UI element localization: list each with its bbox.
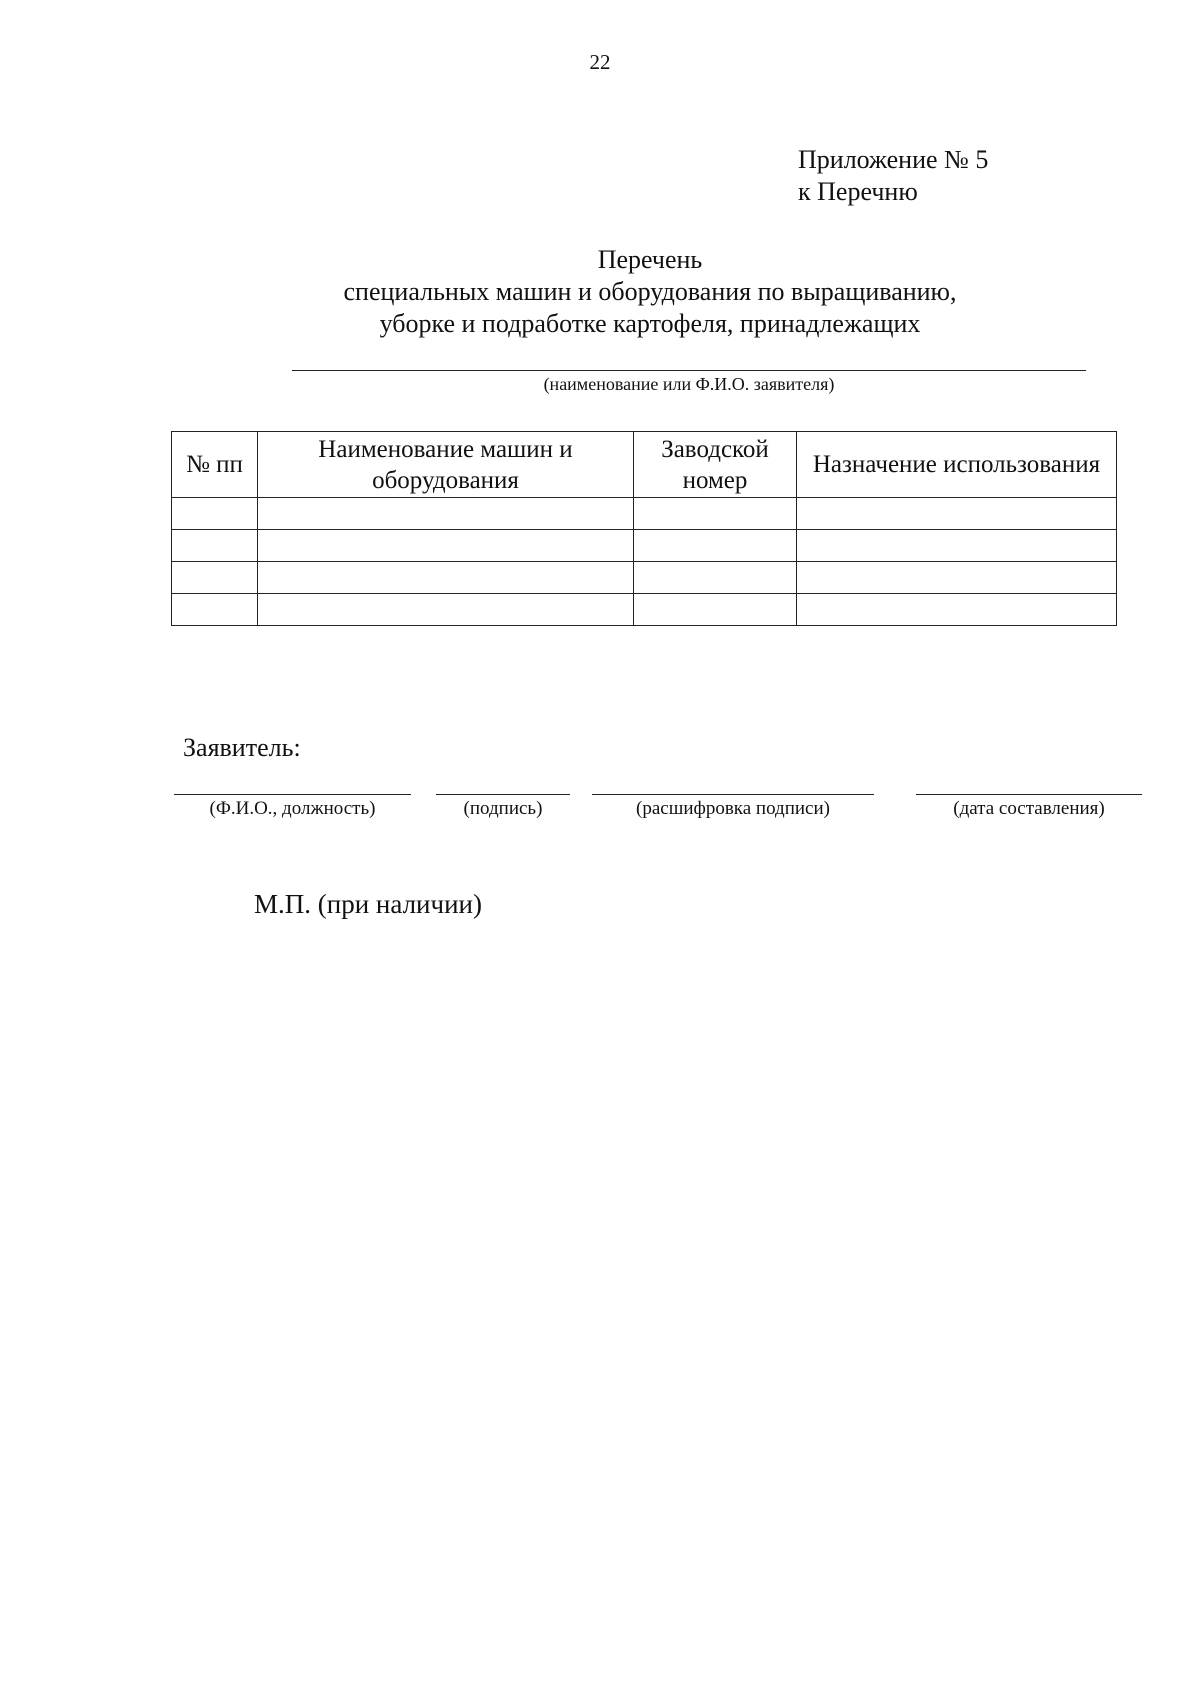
table-cell[interactable]	[258, 594, 634, 626]
signature-line-date	[916, 794, 1142, 795]
page-number: 22	[589, 50, 611, 74]
stamp-label: М.П. (при наличии)	[254, 889, 482, 919]
table-cell[interactable]	[634, 498, 797, 530]
table-cell[interactable]	[797, 530, 1117, 562]
caption-name-position: (Ф.И.О., должность)	[209, 798, 376, 819]
signature-line-name	[174, 794, 411, 795]
table-cell[interactable]	[634, 594, 797, 626]
equipment-table	[171, 431, 1117, 626]
table-row	[172, 530, 1117, 562]
table-cell[interactable]	[634, 530, 797, 562]
header-serial-number: Заводской номер	[634, 432, 797, 498]
table-cell[interactable]	[797, 498, 1117, 530]
table-cell[interactable]	[797, 594, 1117, 626]
caption-signature: (подпись)	[463, 798, 543, 819]
table-cell[interactable]	[258, 498, 634, 530]
header-purpose: Назначение использования	[797, 432, 1117, 498]
appendix-line-1: Приложение № 5	[798, 145, 989, 174]
header-number: № пп	[172, 432, 258, 498]
title-line-1: Перечень	[597, 245, 703, 274]
appendix-reference	[798, 144, 988, 208]
signature-line-transcript	[592, 794, 874, 795]
header-equipment-name: Наименование машин и оборудования	[258, 432, 634, 498]
table-row	[172, 498, 1117, 530]
applicant-name-line	[292, 370, 1086, 371]
document-title	[250, 244, 1050, 340]
table-cell[interactable]	[172, 594, 258, 626]
table-row	[172, 562, 1117, 594]
title-line-2: специальных машин и оборудования по выращиванию,	[343, 277, 957, 306]
table-cell[interactable]	[172, 562, 258, 594]
table-cell[interactable]	[258, 530, 634, 562]
signature-line-sign	[436, 794, 570, 795]
table-cell[interactable]	[172, 498, 258, 530]
table-cell[interactable]	[172, 530, 258, 562]
table-row	[172, 594, 1117, 626]
applicant-label: Заявитель:	[183, 733, 301, 762]
table-header-row	[172, 432, 1117, 498]
caption-signature-transcript: (расшифровка подписи)	[636, 798, 830, 819]
caption-date: (дата составления)	[953, 798, 1105, 819]
table-cell[interactable]	[797, 562, 1117, 594]
table-cell[interactable]	[258, 562, 634, 594]
applicant-name-caption: (наименование или Ф.И.О. заявителя)	[543, 374, 835, 394]
table-cell[interactable]	[634, 562, 797, 594]
appendix-line-2: к Перечню	[798, 177, 918, 206]
title-line-3: уборке и подработке картофеля, принадлежащих	[379, 309, 921, 338]
